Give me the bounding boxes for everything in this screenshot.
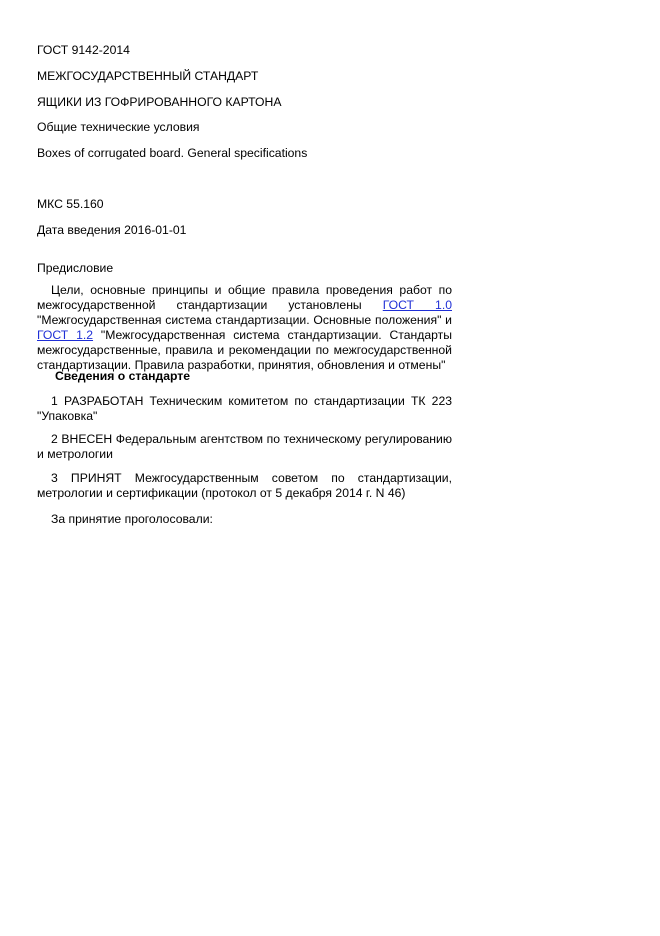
preface-title: Предисловие (37, 261, 114, 275)
gost-1-2-link[interactable]: ГОСТ 1.2 (37, 328, 94, 342)
standard-code: ГОСТ 9142-2014 (37, 43, 130, 57)
info-item-1: 1 РАЗРАБОТАН Техническим комитетом по стандартизации ТК 223 "Упаковка" (37, 394, 452, 423)
preface-text-1: Цели, основные принципы и общие правила проведения работ по межгосударственной стандартизации установлены (37, 283, 452, 312)
document-title: ЯЩИКИ ИЗ ГОФРИРОВАННОГО КАРТОНА (37, 95, 282, 109)
preface-text-3: "Межгосударственная система стандартизации. Стандарты межгосударственные, правила и рекомендации по межгосударственной стандартизации. Правила разработки, принятия, обновления и отмены" (37, 328, 452, 372)
preface-text-2: "Межгосударственная система стандартизации. Основные положения" и (37, 313, 452, 327)
intro-date: Дата введения 2016-01-01 (37, 223, 187, 237)
document-subtitle: Общие технические условия (37, 120, 200, 134)
standard-info-heading: Сведения о стандарте (55, 369, 191, 383)
info-item-2: 2 ВНЕСЕН Федеральным агентством по техническому регулированию и метрологии (37, 432, 452, 461)
preface-paragraph (37, 283, 452, 373)
voting-intro: За принятие проголосовали: (51, 512, 213, 526)
standard-type: МЕЖГОСУДАРСТВЕННЫЙ СТАНДАРТ (37, 69, 259, 83)
gost-1-0-link[interactable]: ГОСТ 1.0 (382, 298, 452, 312)
info-item-3: 3 ПРИНЯТ Межгосударственным советом по стандартизации, метрологии и сертификации (протокол от 5 декабря 2014 г. N 46) (37, 471, 452, 500)
mks-code: МКС 55.160 (37, 197, 104, 211)
document-title-english: Boxes of corrugated board. General specifications (37, 146, 308, 160)
